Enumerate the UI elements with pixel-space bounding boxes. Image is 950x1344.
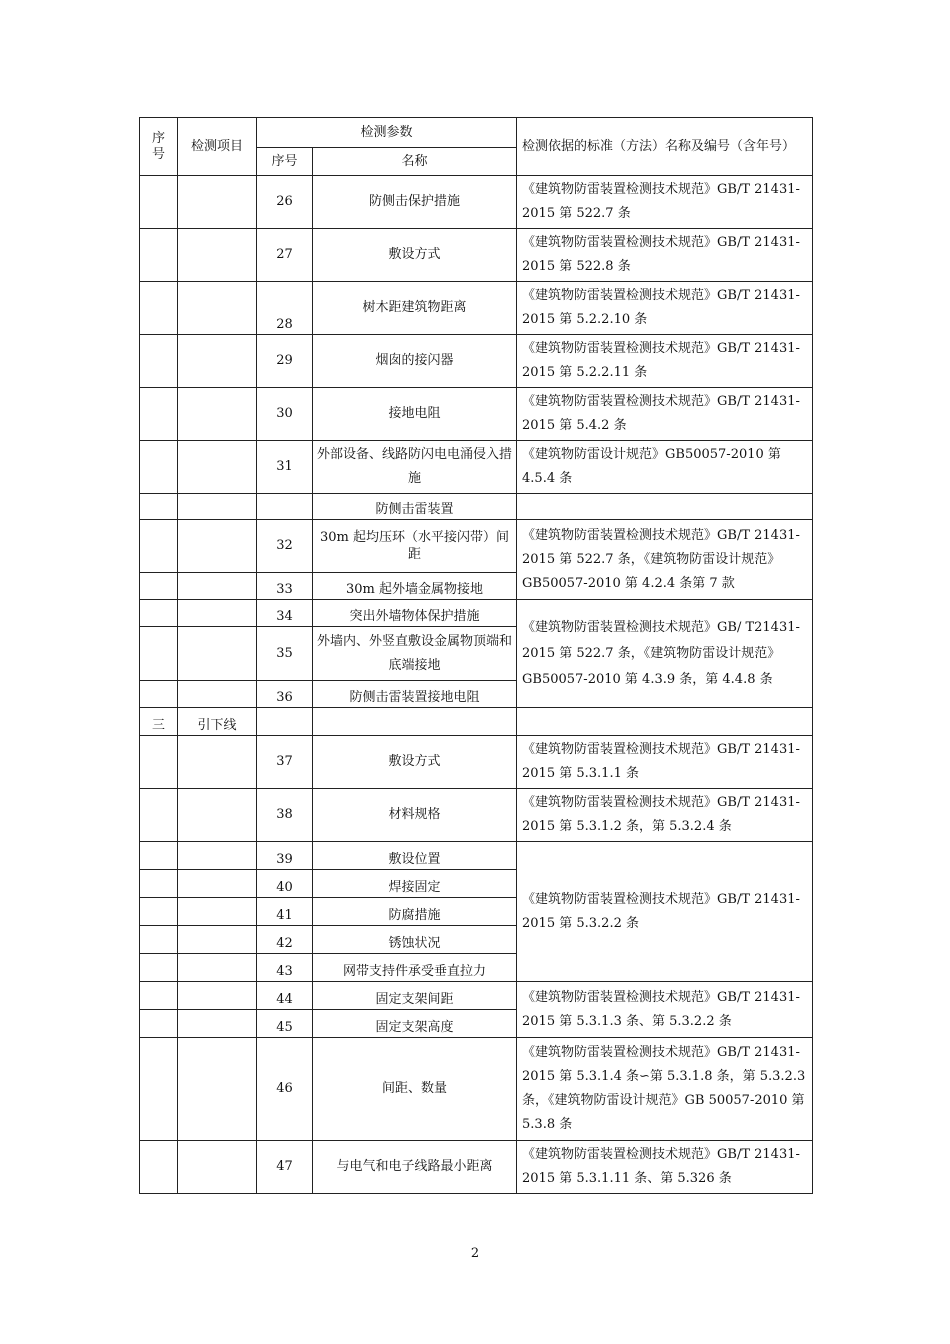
item-cell [178,898,257,926]
seq-cell [140,388,178,441]
basis-cell: 《建筑物防雷装置检测技术规范》GB/T 21431-2015 第 5.3.1.2 条，第 5.3.2.4 条 [517,789,813,842]
seq-cell [140,982,178,1010]
header-param-name: 名称 [313,148,517,176]
item-cell [178,1141,257,1194]
param-name: 突出外墙物体保护措施 [313,600,517,627]
param-no: 46 [257,1038,313,1141]
basis-cell: 《建筑物防雷装置检测技术规范》GB/T 21431-2015 第 522.7 条 [517,176,813,229]
item-cell [178,681,257,708]
seq-cell [140,282,178,335]
header-seq: 序号 [140,118,178,176]
param-subheading: 防侧击雷装置 [313,494,517,520]
header-item: 检测项目 [178,118,257,176]
page-number: 2 [470,1246,480,1261]
header-param-seq: 序号 [257,148,313,176]
item-cell [178,176,257,229]
param-no: 39 [257,842,313,870]
seq-cell [140,335,178,388]
item-cell [178,229,257,282]
param-name: 间距、数量 [313,1038,517,1141]
param-no: 38 [257,789,313,842]
param-no: 28 [257,282,313,335]
basis-cell: 《建筑物防雷装置检测技术规范》GB/T 21431-2015 第 5.4.2 条 [517,388,813,441]
basis-cell: 《建筑物防雷装置检测技术规范》GB/T 21431-2015 第 522.7 条，《建筑物防雷设计规范》GB50057-2010 第 4.2.4 条第 7 款 [517,520,813,600]
param-name: 材料规格 [313,789,517,842]
item-cell [178,870,257,898]
header-params: 检测参数 [257,118,517,148]
basis-cell: 《建筑物防雷装置检测技术规范》GB/ T21431-2015 第 522.7 条，《建筑物防雷设计规范》GB50057-2010 第 4.3.9 条，第 4.4.8 条 [517,600,813,708]
param-no: 35 [257,627,313,681]
seq-cell [140,898,178,926]
item-cell [178,982,257,1010]
item-cell [178,736,257,789]
item-cell [178,926,257,954]
param-name: 外墙内、外竖直敷设金属物顶端和底端接地 [313,627,517,681]
seq-cell [140,789,178,842]
item-cell [178,282,257,335]
basis-cell [517,708,813,736]
basis-cell: 《建筑物防雷装置检测技术规范》GB/T 21431-2015 第 5.3.2.2 条 [517,842,813,982]
section-seq: 三 [140,708,178,736]
basis-cell: 《建筑物防雷装置检测技术规范》GB/T 21431-2015 第 5.3.1.11 条、第 5.326 条 [517,1141,813,1194]
param-name: 敷设方式 [313,229,517,282]
param-name: 与电气和电子线路最小距离 [313,1141,517,1194]
seq-cell [140,736,178,789]
param-no: 43 [257,954,313,982]
basis-cell: 《建筑物防雷装置检测技术规范》GB/T 21431-2015 第 5.3.1.3 条、第 5.3.2.2 条 [517,982,813,1038]
param-name: 网带支持件承受垂直拉力 [313,954,517,982]
param-no: 36 [257,681,313,708]
param-name: 防腐措施 [313,898,517,926]
param-no: 40 [257,870,313,898]
seq-cell [140,229,178,282]
seq-cell [140,926,178,954]
item-cell [178,494,257,520]
param-no: 37 [257,736,313,789]
param-name: 外部设备、线路防闪电电涌侵入措施 [313,441,517,494]
item-cell [178,335,257,388]
param-no: 26 [257,176,313,229]
param-name: 30m 起均压环（水平接闪带）间距 [313,520,517,573]
seq-cell [140,681,178,708]
param-no: 42 [257,926,313,954]
inspection-parameter-table [139,117,813,1194]
item-cell [178,1038,257,1141]
param-name: 焊接固定 [313,870,517,898]
param-no: 33 [257,573,313,600]
item-cell [178,388,257,441]
seq-cell [140,600,178,627]
item-cell [178,520,257,573]
param-no: 32 [257,520,313,573]
seq-cell [140,520,178,573]
seq-cell [140,842,178,870]
param-name: 锈蚀状况 [313,926,517,954]
param-no: 45 [257,1010,313,1038]
basis-cell: 《建筑物防雷装置检测技术规范》GB/T 21431-2015 第 5.2.2.11 条 [517,335,813,388]
param-name [313,708,517,736]
item-cell [178,600,257,627]
basis-cell: 《建筑物防雷装置检测技术规范》GB/T 21431-2015 第 522.8 条 [517,229,813,282]
param-name: 防侧击保护措施 [313,176,517,229]
seq-cell [140,573,178,600]
param-no: 41 [257,898,313,926]
section-item: 引下线 [178,708,257,736]
item-cell [178,573,257,600]
item-cell [178,842,257,870]
param-name: 树木距建筑物距离 [313,282,517,335]
param-name: 防侧击雷装置接地电阻 [313,681,517,708]
header-basis: 检测依据的标准（方法）名称及编号（含年号） [517,118,813,176]
seq-cell [140,954,178,982]
basis-cell: 《建筑物防雷装置检测技术规范》GB/T 21431-2015 第 5.2.2.10 条 [517,282,813,335]
param-no [257,708,313,736]
param-name: 固定支架高度 [313,1010,517,1038]
param-name: 固定支架间距 [313,982,517,1010]
seq-cell [140,176,178,229]
param-no: 31 [257,441,313,494]
param-no: 29 [257,335,313,388]
item-cell [178,441,257,494]
seq-cell [140,494,178,520]
param-no: 30 [257,388,313,441]
basis-cell: 《建筑物防雷装置检测技术规范》GB/T 21431-2015 第 5.3.1.4 条∽第 5.3.1.8 条，第 5.3.2.3 条，《建筑物防雷设计规范》GB 50057-2010 第 5.3.8 条 [517,1038,813,1141]
seq-cell [140,1010,178,1038]
item-cell [178,627,257,681]
basis-cell: 《建筑物防雷装置检测技术规范》GB/T 21431-2015 第 5.3.1.1 条 [517,736,813,789]
param-name: 敷设位置 [313,842,517,870]
seq-cell [140,870,178,898]
param-name: 敷设方式 [313,736,517,789]
param-name: 烟囱的接闪器 [313,335,517,388]
item-cell [178,1010,257,1038]
seq-cell [140,1038,178,1141]
seq-cell [140,441,178,494]
basis-cell: 《建筑物防雷设计规范》GB50057-2010 第 4.5.4 条 [517,441,813,494]
param-name: 30m 起外墙金属物接地 [313,573,517,600]
basis-cell [517,494,813,520]
item-cell [178,954,257,982]
seq-cell [140,1141,178,1194]
param-no: 47 [257,1141,313,1194]
param-name: 接地电阻 [313,388,517,441]
param-no: 34 [257,600,313,627]
param-no [257,494,313,520]
item-cell [178,789,257,842]
seq-cell [140,627,178,681]
param-no: 27 [257,229,313,282]
param-no: 44 [257,982,313,1010]
